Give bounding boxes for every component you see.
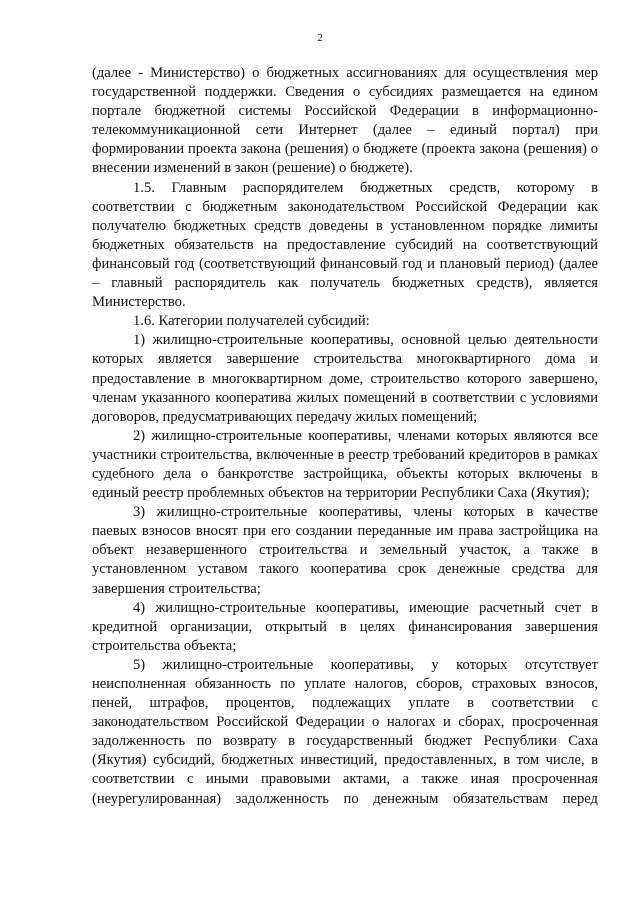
page-number: 2 [317, 32, 323, 44]
paragraph-ministry-subsidy-info: (далее - Министерство) о бюджетных ассигнованиях для осуществления мер государственной поддержки. Сведения о субсидиях размещается на едином портале бюджетной системы Российской Федерации в информационно-телекоммуникационной сети Интернет (далее – единый портал) при формировании проекта закона (решения) о бюджете (проекта закона (решения) о внесении изменений в закон (решение) о бюджете). [92, 65, 598, 177]
document-body [92, 64, 598, 809]
list-item-category-1: 1) жилищно-строительные кооперативы, основной целью деятельности которых является завершение строительства многоквартирного дома и предоставление в многоквартирном доме, строительство которого завершено, членам указанного кооператива жилых помещений в соответствии с условиями договоров, предусматривающих передачу жилых помещений; [92, 332, 598, 425]
paragraph-1-6-recipient-categories: 1.6. Категории получателей субсидий: [133, 313, 370, 330]
list-item-category-2: 2) жилищно-строительные кооперативы, членами которых являются все участники строительства, включенные в реестр требований кредиторов в рамках судебного дела о банкротстве застройщика, объекты которых включены в единый реестр проблемных объектов на территории Республики Саха (Якутия); [92, 427, 598, 502]
paragraph-1-5-main-budget-manager: 1.5. Главным распорядителем бюджетных средств, которому в соответствии с бюджетным законодательством Российской Федерации как получателю бюджетных средств доведены в установленном порядке лимиты бюджетных обязательств на предоставление субсидий на соответствующий финансовый год (соответствующий финансовый год и плановый период) (далее – главный распорядитель как получатель бюджетных средств), является Министерство. [92, 179, 598, 311]
list-item-category-5: 5) жилищно-строительные кооперативы, у которых отсутствует неисполненная обязанность по уплате налогов, сборов, страховых взносов, пеней, штрафов, процентов, подлежащих уплате в соответствии с законодательством Российской Федерации о налогах и сборах, просроченная задолженность по возврату в государственный бюджет Республики Саха (Якутия) субсидий, бюджетных инвестиций, предоставленных, в том числе, в соответствии с иными правовыми актами, а также иная просроченная (неурегулированная) задолженность по денежным обязательствам перед [92, 656, 598, 807]
list-item-category-3: 3) жилищно-строительные кооперативы, члены которых в качестве паевых взносов вносят при его создании переданные им права застройщика на объект незавершенного строительства и земельный участок, а также в установленном уставом такого кооператива срок денежные средства для завершения строительства; [92, 504, 598, 597]
list-item-category-4: 4) жилищно-строительные кооперативы, имеющие расчетный счет в кредитной организации, открытый в целях финансирования завершения строительства объекта; [92, 599, 598, 654]
